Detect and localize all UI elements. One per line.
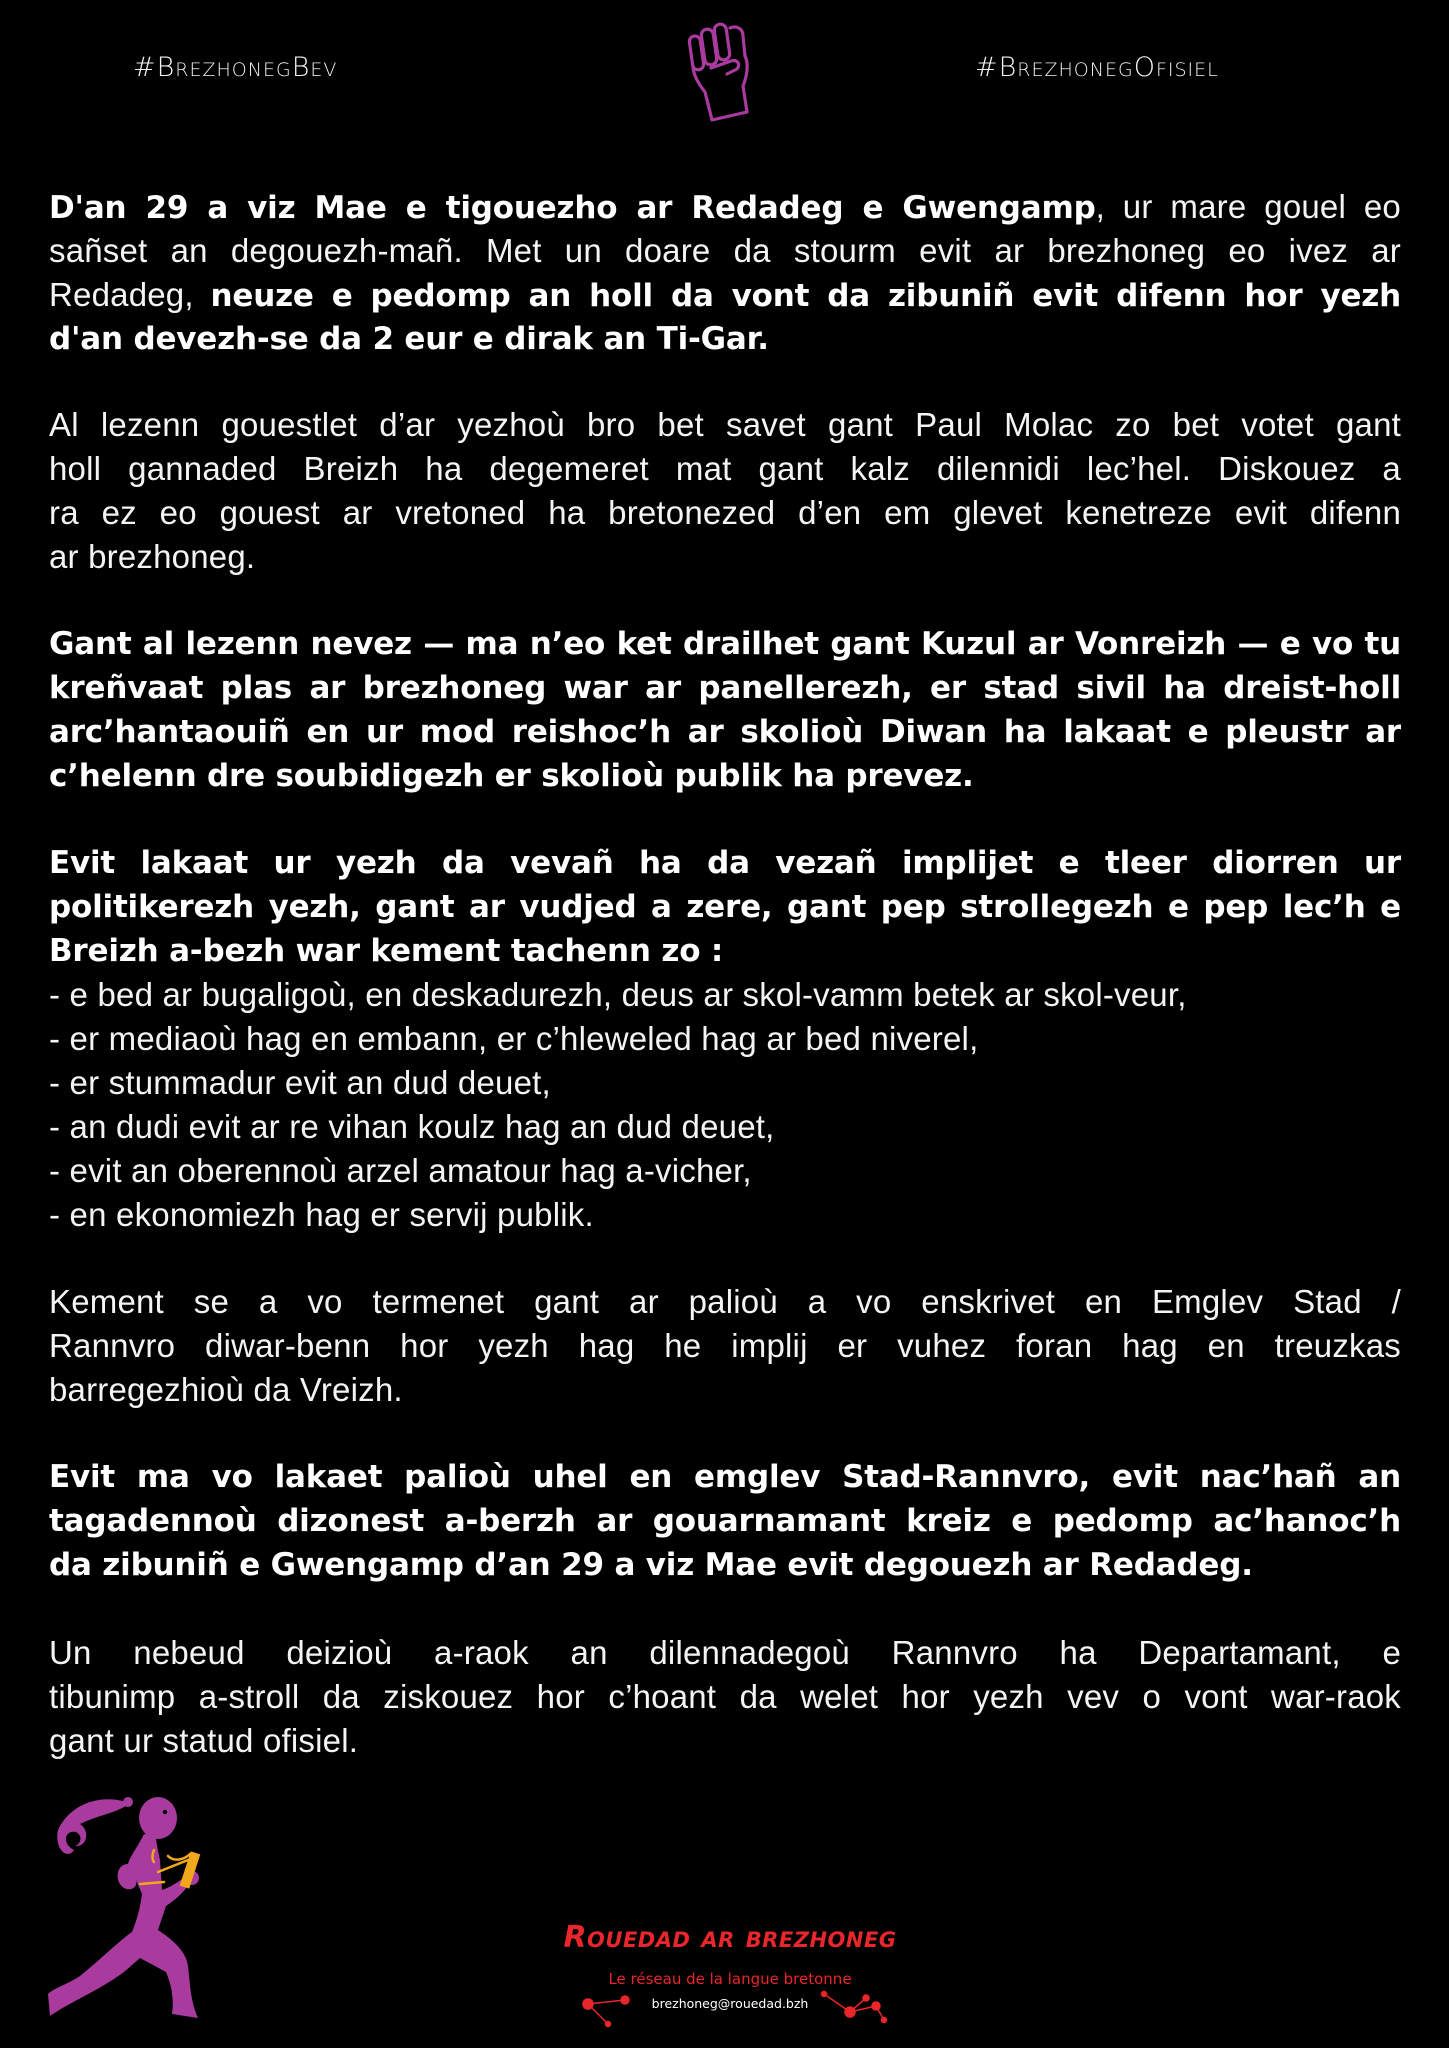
text-regular: , ur mare gouel eo — [1095, 188, 1401, 225]
text-line: kreñvaat plas ar brezhoneg war ar panellerezh, er stad sivil ha dreist-holl — [49, 670, 1401, 706]
rouedad-ar-brezhoneg-logo — [550, 1920, 910, 2040]
text-line: ar brezhoneg. — [49, 538, 256, 575]
hashtag-brezhonegofisiel: #BrezhonegOfisiel — [975, 52, 1219, 83]
paragraph-molac-law — [49, 403, 1401, 579]
list-item: - er stummadur evit an dud deuet, — [49, 1064, 551, 1101]
text-line: da zibuniñ e Gwengamp d’an 29 a viz Mae evit degouezh ar Redadeg. — [49, 1547, 1253, 1583]
running-woman-icon — [40, 1790, 230, 2020]
paragraph-redadeg-invitation — [49, 185, 1401, 361]
network-nodes-icon — [820, 1990, 890, 2035]
text-line: Evit lakaat ur yezh da vevañ ha da vezañ implijet e tleer diorren ur — [49, 845, 1401, 881]
text-line: c’helenn dre soubidigezh er skolioù publik ha prevez. — [49, 758, 974, 794]
paragraph-official-status — [49, 1631, 1401, 1763]
paragraph-new-law — [49, 622, 1401, 798]
text-line: d'an devezh-se da 2 eur e dirak an Ti-Gar. — [49, 321, 769, 357]
text-regular: Redadeg, — [49, 276, 211, 313]
logo-title: Rouedad ar brezhoneg — [563, 1920, 897, 1955]
list-item: - an dudi evit ar re vihan koulz hag an dud deuet, — [49, 1108, 775, 1145]
list-item: - en ekonomiezh hag er servij publik. — [49, 1196, 594, 1233]
text-line: arc’hantaouiñ en ur mod reishoc’h ar skolioù Diwan ha lakaat e pleustr ar — [49, 714, 1401, 750]
hashtag-brezhonegbev: #BrezhonegBev — [133, 52, 338, 83]
text-line: Breizh a-bezh war kement tachenn zo : — [49, 933, 724, 969]
text-line: tibunimp a-stroll da ziskouez hor c’hoant da welet hor yezh vev o vont war-raok — [49, 1678, 1401, 1715]
text-line: tagadennoù dizonest a-berzh ar gouarnamant kreiz e pedomp ac’hanoc’h — [49, 1503, 1401, 1539]
text-line: barregezhioù da Vreizh. — [49, 1371, 403, 1408]
text-line: Evit ma vo lakaet palioù uhel en emglev Stad-Rannvro, evit nac’hañ an — [49, 1459, 1401, 1495]
text-line — [49, 185, 1401, 229]
text-line: sañset an degouezh-mañ. Met un doare da stourm evit ar brezhoneg eo ivez ar — [49, 232, 1401, 269]
text-line: Kement se a vo termenet gant ar palioù a vo enskrivet en Emglev Stad / — [49, 1283, 1401, 1320]
text-line: Un nebeud deizioù a-raok an dilennadegoù Rannvro ha Departamant, e — [49, 1634, 1401, 1671]
paragraph-state-region-agreement — [49, 1280, 1401, 1412]
list-item: - e bed ar bugaligoù, en deskadurezh, deus ar skol-vamm betek ar skol-veur, — [49, 976, 1187, 1013]
raised-fist-icon — [685, 16, 765, 122]
text-line: Gant al lezenn nevez — ma n’eo ket drailhet gant Kuzul ar Vonreizh — e vo tu — [49, 626, 1401, 662]
logo-subtitle: Le réseau de la langue bretonne — [608, 1970, 852, 1988]
text-bold: neuze e pedomp an holl da vont da zibuniñ evit difenn hor yezh — [210, 278, 1401, 314]
list-item: - evit an oberennoù arzel amatour hag a-vicher, — [49, 1152, 752, 1189]
text-line: holl gannaded Breizh ha degemeret mat gant kalz dilennidi lec’hel. Diskouez a — [49, 450, 1401, 487]
text-line: ra ez eo gouest ar vretoned ha bretonezed d’en em glevet kenetreze evit difenn — [49, 494, 1401, 531]
list-item: - er mediaoù hag en embann, er c’hleweled hag ar bed niverel, — [49, 1020, 979, 1057]
text-line: Al lezenn gouestlet d’ar yezhoù bro bet savet gant Paul Molac zo bet votet gant — [49, 406, 1401, 443]
text-line: gant ur statud ofisiel. — [49, 1722, 359, 1759]
logo-email[interactable]: brezhoneg@rouedad.bzh — [651, 1996, 809, 2011]
text-bold: D'an 29 a viz Mae e tigouezho ar Redadeg e Gwengamp — [49, 190, 1096, 226]
text-line — [49, 273, 1401, 317]
paragraph-language-policy — [49, 841, 1401, 1237]
text-line: Rannvro diwar-benn hor yezh hag he implij er vuhez foran hag en treuzkas — [49, 1327, 1401, 1364]
text-line: politikerezh yezh, gant ar vudjed a zere, gant pep strollegezh e pep lec’h e — [49, 889, 1401, 925]
network-nodes-icon — [580, 1992, 640, 2032]
paragraph-call-to-march — [49, 1455, 1401, 1587]
